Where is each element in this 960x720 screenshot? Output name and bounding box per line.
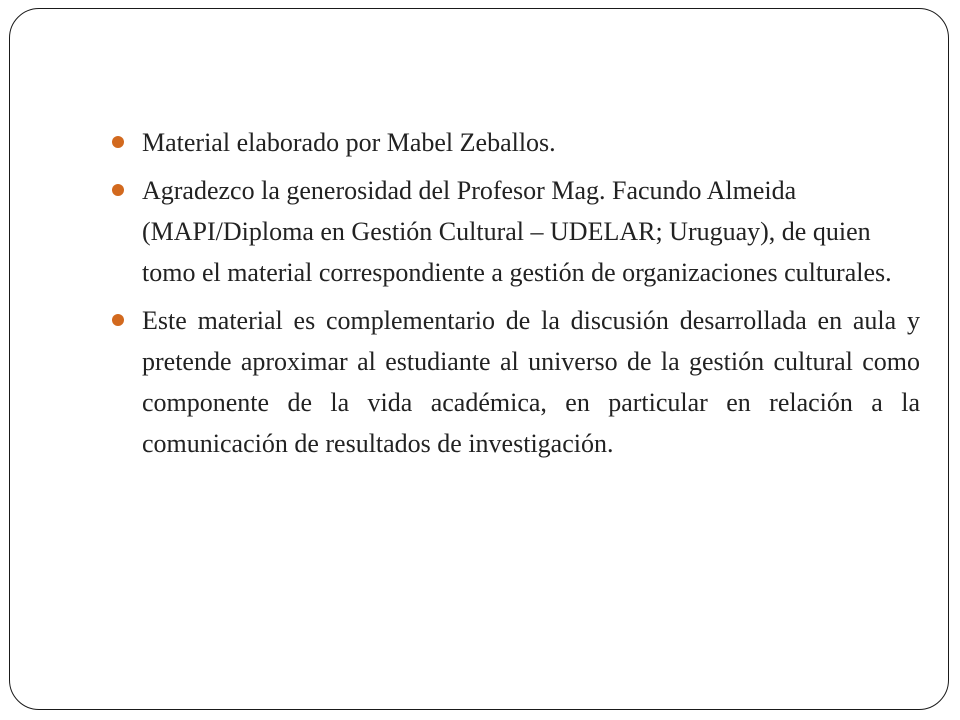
bullet-dot-icon bbox=[112, 184, 124, 196]
bullet-dot-icon bbox=[112, 136, 124, 148]
bullet-list bbox=[108, 122, 920, 471]
bullet-item-author bbox=[108, 122, 920, 163]
bullet-text-acknowledgement: Agradezco la generosidad del Profesor Mag. Facundo Almeida (MAPI/Diploma en Gestión Cultural – UDELAR; Uruguay), de quien tomo el material correspondiente a gestión de organizaciones culturales. bbox=[142, 176, 892, 287]
bullet-dot-icon bbox=[112, 314, 124, 326]
slide-frame bbox=[9, 8, 949, 710]
bullet-text-author: Material elaborado por Mabel Zeballos. bbox=[142, 128, 556, 157]
bullet-text-purpose: Este material es complementario de la discusión desarrollada en aula y pretende aproximar al estudiante al universo de la gestión cultural como componente de la vida académica, en particular en relación a la comunicación de resultados de investigación. bbox=[142, 306, 920, 458]
bullet-item-acknowledgement bbox=[108, 170, 920, 293]
bullet-item-purpose bbox=[108, 300, 920, 464]
